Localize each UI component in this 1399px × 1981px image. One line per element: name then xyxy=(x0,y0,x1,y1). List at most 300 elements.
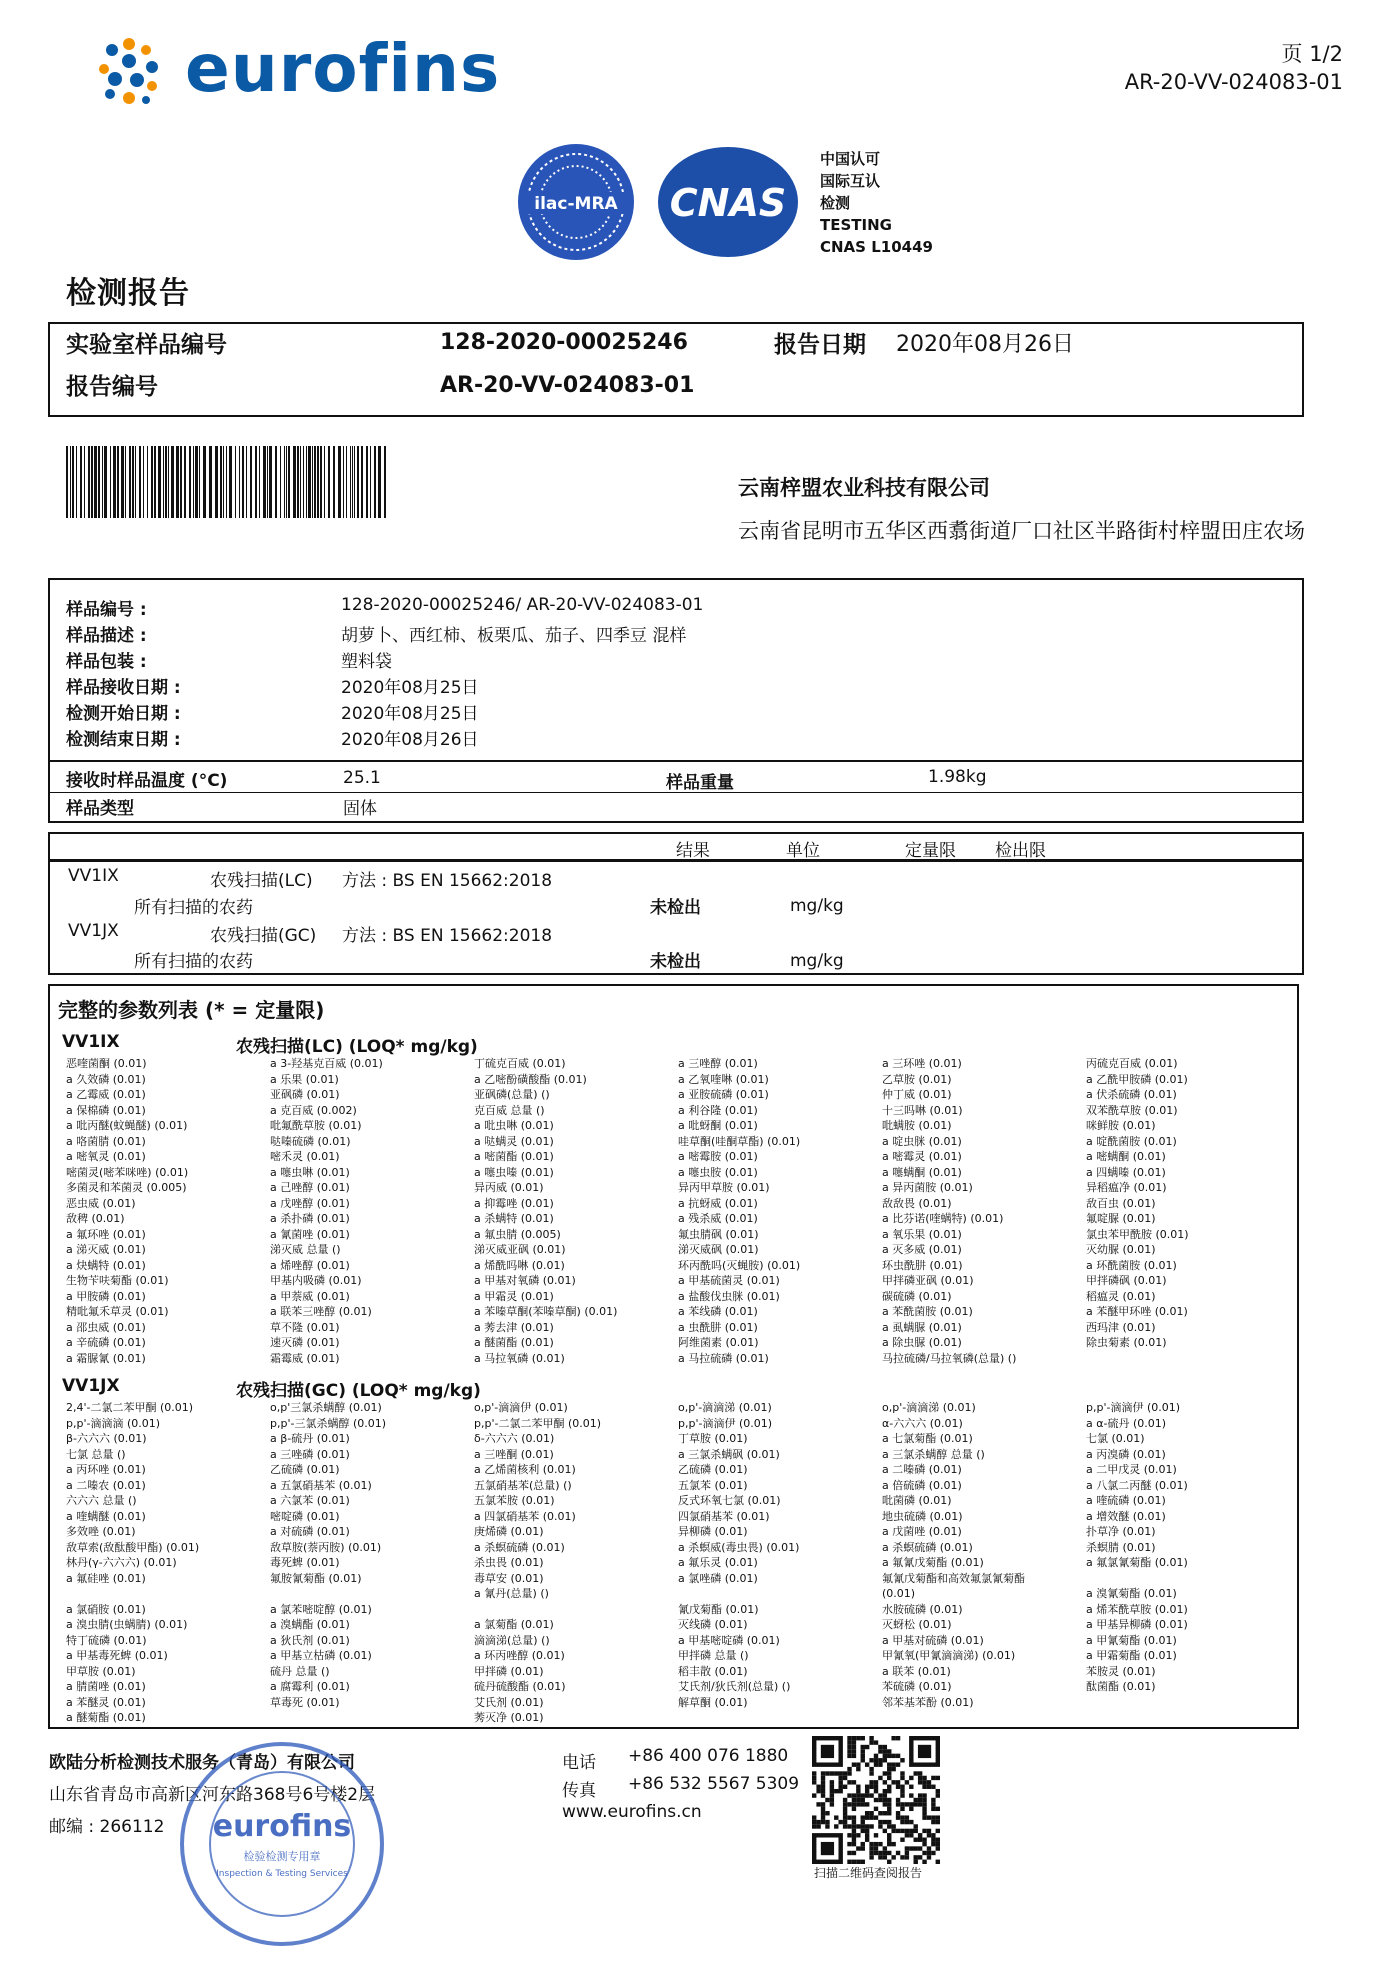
lc-param: a 邵虫威 (0.01) xyxy=(66,1320,146,1334)
gc-param: a 氯菊酯 (0.01) xyxy=(474,1618,554,1631)
gc-param xyxy=(270,1586,474,1602)
cert-line-5: CNAS L10449 xyxy=(820,238,933,256)
gc-param: a 烯苯酰草胺 (0.01) xyxy=(1086,1602,1188,1616)
lc-param: a 嘧霉灵 (0.01) xyxy=(882,1150,962,1163)
report-no: AR-20-VV-024083-01 xyxy=(440,373,695,398)
lc-param: 丙硫克百威 (0.01) xyxy=(1086,1057,1178,1070)
lc-param: 甲基内吸磷 (0.01) xyxy=(270,1274,362,1287)
weight-value: 1.98kg xyxy=(928,767,987,787)
divider xyxy=(48,760,1304,762)
gc-param: p,p'-滴滴伊 (0.01) xyxy=(678,1416,773,1430)
col-lod: 检出限 xyxy=(995,841,1046,861)
gc-param: a 氟乐灵 (0.01) xyxy=(678,1556,758,1569)
test-code-gc: VV1JX xyxy=(68,921,119,941)
lc-param: a 炔螨特 (0.01) xyxy=(66,1258,146,1272)
lc-param: a 醚菌酯 (0.01) xyxy=(474,1336,554,1349)
website-link[interactable]: www.eurofins.cn xyxy=(562,1802,702,1822)
lc-param: a 乙霉威 (0.01) xyxy=(66,1088,146,1101)
lc-param: a 嘧螨酮 (0.01) xyxy=(1086,1150,1166,1163)
lc-param: a 三环唑 (0.01) xyxy=(882,1057,962,1070)
lc-param: a 亚胺硫磷 (0.01) xyxy=(678,1088,769,1101)
test-item-lc: 所有扫描的农药 xyxy=(134,898,253,918)
lc-param: 哒嗪硫磷 (0.01) xyxy=(270,1134,351,1148)
page-info xyxy=(1125,40,1343,96)
gc-param: β-六六六 (0.01) xyxy=(66,1432,147,1445)
lc-param: a 残杀威 (0.01) xyxy=(678,1212,758,1225)
lc-param: 甲拌磷砜 (0.01) xyxy=(1086,1274,1167,1287)
gc-param: 氟氰戊菊酯和高效氟氯氰菊酯 xyxy=(882,1571,1025,1585)
lc-param: 涕灭威亚砜 (0.01) xyxy=(474,1243,566,1256)
gc-param: a 环丙唑醇 (0.01) xyxy=(474,1649,565,1662)
gc-param: a 二嗪农 (0.01) xyxy=(66,1478,146,1492)
gc-param: 甲拌磷 (0.01) xyxy=(474,1664,544,1678)
lc-param: 十三吗啉 (0.01) xyxy=(882,1103,963,1117)
lc-param: a 久效磷 (0.01) xyxy=(66,1072,146,1086)
gc-param: 五氯苯胺 (0.01) xyxy=(474,1494,555,1507)
lc-param: a 霜脲氰 (0.01) xyxy=(66,1351,146,1365)
lc-param: 多菌灵和苯菌灵 (0.005) xyxy=(66,1181,187,1194)
gc-param: 甲拌磷 总量 () xyxy=(678,1649,749,1662)
lc-param: 精吡氟禾草灵 (0.01) xyxy=(66,1305,169,1318)
gc-param xyxy=(678,1586,882,1602)
gc-param: 硫丹 总量 () xyxy=(270,1664,330,1678)
gc-param: a 增效醚 (0.01) xyxy=(1086,1509,1166,1523)
gc-param: a 甲霜菊酯 (0.01) xyxy=(1086,1649,1177,1662)
lc-param: a 哒螨灵 (0.01) xyxy=(474,1134,554,1148)
lc-param: 亚砜磷(总量) () xyxy=(474,1088,550,1101)
gc-param xyxy=(678,1710,882,1726)
lc-param: a 除虫脲 (0.01) xyxy=(882,1336,962,1349)
report-ref: AR-20-VV-024083-01 xyxy=(1124,70,1343,94)
test-name-lc: 农残扫描(LC) xyxy=(210,871,313,891)
gc-param: (0.01) xyxy=(882,1587,916,1600)
gc-param: a 溴虫腈(虫螨腈) (0.01) xyxy=(66,1618,188,1631)
lc-param: 敌敌畏 (0.01) xyxy=(882,1196,952,1210)
lc-param: a 嘧氧灵 (0.01) xyxy=(66,1150,146,1163)
lc-param: 双苯酰草胺 (0.01) xyxy=(1086,1103,1178,1117)
gc-param: 林丹(γ-六六六) (0.01) xyxy=(66,1556,177,1569)
gc-param: 异柳磷 (0.01) xyxy=(678,1525,748,1538)
lc-param: 西玛津 (0.01) xyxy=(1086,1320,1156,1334)
test-end: 2020年08月26日 xyxy=(341,730,479,750)
lc-param: a 噻虫嗪 (0.01) xyxy=(474,1165,554,1179)
lc-param: 丁硫克百威 (0.01) xyxy=(474,1057,566,1070)
gc-param: 邻苯基苯酚 (0.01) xyxy=(882,1695,974,1709)
client-name: 云南梓盟农业科技有限公司 xyxy=(738,476,990,500)
gc-param: a 杀螟威(毒虫畏) (0.01) xyxy=(678,1540,800,1554)
gc-param: 七氯 总量 () xyxy=(66,1447,126,1461)
test-start: 2020年08月25日 xyxy=(341,704,479,724)
lc-param: a 氧乐果 (0.01) xyxy=(882,1227,962,1241)
gc-param: 乙硫磷 (0.01) xyxy=(270,1463,340,1476)
lc-param: a 甲基硫菌灵 (0.01) xyxy=(678,1274,780,1287)
gc-param xyxy=(66,1586,270,1602)
gc-param: 反式环氧七氯 (0.01) xyxy=(678,1494,781,1507)
gc-param: 七氯 (0.01) xyxy=(1086,1432,1145,1445)
gc-param: a 倍硫磷 (0.01) xyxy=(882,1478,962,1492)
lc-param: 灭幼脲 (0.01) xyxy=(1086,1243,1156,1256)
lc-param: 恶喹菌酮 (0.01) xyxy=(66,1057,147,1070)
lc-param: a 烯唑醇 (0.01) xyxy=(270,1258,350,1272)
lc-param: a 噻螨酮 (0.01) xyxy=(882,1165,962,1179)
gc-param: a 丙溴磷 (0.01) xyxy=(1086,1447,1166,1461)
test-name-gc: 农残扫描(GC) xyxy=(210,926,317,946)
lc-param: 乙草胺 (0.01) xyxy=(882,1072,952,1086)
gc-param: a 七氯菊酯 (0.01) xyxy=(882,1432,973,1445)
gc-param: a 甲氰菊酯 (0.01) xyxy=(1086,1633,1177,1647)
lc-param: a 杀扑磷 (0.01) xyxy=(270,1212,350,1225)
gc-param: a 甲基立枯磷 (0.01) xyxy=(270,1649,372,1662)
gc-param: a 腈菌唑 (0.01) xyxy=(66,1680,146,1693)
col-result: 结果 xyxy=(676,841,710,861)
test-result-gc: 未检出 xyxy=(650,952,701,972)
lc-param: 吡氟酰草胺 (0.01) xyxy=(270,1119,362,1132)
lc-param: a 戊唑醇 (0.01) xyxy=(270,1196,350,1210)
report-no-label: 报告编号 xyxy=(66,374,158,400)
lc-param: a 甲胺磷 (0.01) xyxy=(66,1289,146,1303)
gc-param xyxy=(270,1710,474,1726)
lc-param: a 苯线磷 (0.01) xyxy=(678,1305,758,1318)
gc-param: 甲草胺 (0.01) xyxy=(66,1664,136,1678)
lc-param: 碳硫磷 (0.01) xyxy=(882,1289,952,1303)
lc-param: a 辛硫磷 (0.01) xyxy=(66,1336,146,1349)
lc-title: 农残扫描(LC) (LOQ* mg/kg) xyxy=(236,1037,478,1057)
gc-param: 酞菌酯 (0.01) xyxy=(1086,1680,1156,1693)
lc-param: a 甲霜灵 (0.01) xyxy=(474,1289,554,1303)
lc-param: a 四螨嗪 (0.01) xyxy=(1086,1165,1166,1179)
test-end-label: 检测结束日期 : xyxy=(66,730,181,750)
divider xyxy=(48,792,1304,793)
lc-param: 敌百虫 (0.01) xyxy=(1086,1196,1156,1210)
test-start-label: 检测开始日期 : xyxy=(66,704,181,724)
lc-param: a 虫酰肼 (0.01) xyxy=(678,1320,758,1334)
gc-param: 甲氰氧(甲氰滴滴涕) (0.01) xyxy=(882,1649,1016,1662)
sample-desc-label: 样品描述 : xyxy=(66,626,147,646)
gc-param: 敌草索(敌酞酸甲酯) (0.01) xyxy=(66,1540,200,1554)
sample-type-label: 样品类型 xyxy=(66,799,134,819)
lc-param: a 己唑醇 (0.01) xyxy=(270,1181,350,1194)
gc-param xyxy=(1086,1710,1290,1726)
cert-line-1: 中国认可 xyxy=(820,150,881,168)
gc-param: o,p'三氯杀螨醇 (0.01) xyxy=(270,1401,382,1414)
lab-postcode: 邮编 : 266112 xyxy=(49,1817,165,1837)
gc-param: a 戊菌唑 (0.01) xyxy=(882,1525,962,1538)
lc-param: 吡螨胺 (0.01) xyxy=(882,1119,952,1132)
lab-sample-no: 128-2020-00025246 xyxy=(440,330,688,355)
gc-param: a 八氯二丙醚 (0.01) xyxy=(1086,1478,1188,1492)
lab-address: 山东省青岛市高新区河东路368号6号楼2层 xyxy=(49,1785,376,1805)
lc-param: 仲丁威 (0.01) xyxy=(882,1088,952,1101)
lc-param: a 马拉氧磷 (0.01) xyxy=(474,1351,565,1365)
gc-param: a 溴螨酯 (0.01) xyxy=(270,1618,350,1631)
lc-param: 涕灭威 总量 () xyxy=(270,1243,341,1256)
lab-sample-no-label: 实验室样品编号 xyxy=(66,332,227,358)
test-item-gc: 所有扫描的农药 xyxy=(134,952,253,972)
gc-param: 滴滴涕(总量) () xyxy=(474,1633,550,1647)
lc-param: a 吡虫啉 (0.01) xyxy=(474,1119,554,1132)
report-date: 2020年08月26日 xyxy=(896,332,1074,357)
fax-label: 传真 xyxy=(562,1781,596,1801)
phone: +86 400 076 1880 xyxy=(628,1746,789,1766)
lc-param: a 乙氧喹啉 (0.01) xyxy=(678,1072,769,1086)
gc-param: o,p'-滴滴伊 (0.01) xyxy=(474,1401,568,1414)
gc-param: α-六六六 (0.01) xyxy=(882,1416,963,1430)
gc-param: 乙硫磷 (0.01) xyxy=(678,1463,748,1476)
lc-param: a 苯醚甲环唑 (0.01) xyxy=(1086,1305,1188,1318)
parameter-list-title: 完整的参数列表 (* = 定量限) xyxy=(58,998,325,1022)
lc-param: a 氰菌唑 (0.01) xyxy=(270,1227,350,1241)
gc-param: 敌草胺(萘丙胺) (0.01) xyxy=(270,1540,382,1554)
gc-param: a 六氯苯 (0.01) xyxy=(270,1494,350,1507)
lc-param: 敌稗 (0.01) xyxy=(66,1212,125,1225)
gc-param: a 喹硫磷 (0.01) xyxy=(1086,1494,1166,1507)
gc-param: p,p'-三氯杀螨醇 (0.01) xyxy=(270,1416,387,1430)
gc-param: 氰戊菊酯 (0.01) xyxy=(678,1602,759,1616)
gc-param xyxy=(882,1710,1086,1726)
gc-param: a 三氯杀螨砜 (0.01) xyxy=(678,1447,780,1461)
test-unit-lc: mg/kg xyxy=(790,896,844,916)
gc-param: a 狄氏剂 (0.01) xyxy=(270,1633,350,1647)
lc-param: a 异丙菌胺 (0.01) xyxy=(882,1181,973,1194)
lc-param: 霜霉威 (0.01) xyxy=(270,1351,340,1365)
cert-line-4: TESTING xyxy=(820,216,892,234)
stamp-brand: eurofins xyxy=(212,1809,352,1844)
test-method-lc: 方法 : BS EN 15662:2018 xyxy=(342,871,553,891)
lc-param: 氯虫苯甲酰胺 (0.01) xyxy=(1086,1227,1189,1241)
client-address: 云南省昆明市五华区西翥街道厂口社区半路街村梓盟田庄农场 xyxy=(738,519,1305,543)
lc-param: a 啶虫脒 (0.01) xyxy=(882,1134,962,1148)
lc-param: a 氟虫腈 (0.005) xyxy=(474,1227,561,1241)
lc-param: a 马拉硫磷 (0.01) xyxy=(678,1351,769,1365)
lc-param: a 伏杀硫磷 (0.01) xyxy=(1086,1088,1177,1101)
gc-param: 灭蚜松 (0.01) xyxy=(882,1618,952,1631)
gc-param: 水胺硫磷 (0.01) xyxy=(882,1602,963,1616)
lc-param: 环虫酰肼 (0.01) xyxy=(882,1258,963,1272)
gc-param: a 氟硅唑 (0.01) xyxy=(66,1571,146,1585)
gc-param: a 甲基异柳磷 (0.01) xyxy=(1086,1618,1188,1631)
lc-param: a 3-羟基克百威 (0.01) xyxy=(270,1057,383,1070)
lc-param: 咪鲜胺 (0.01) xyxy=(1086,1119,1156,1132)
test-unit-gc: mg/kg xyxy=(790,951,844,971)
gc-param: a 氯苯嘧啶醇 (0.01) xyxy=(270,1602,372,1616)
gc-param: a 氯唑磷 (0.01) xyxy=(678,1571,758,1585)
sample-received: 2020年08月25日 xyxy=(341,678,479,698)
gc-param xyxy=(1086,1695,1290,1711)
lc-param: a 噻虫胺 (0.01) xyxy=(678,1165,758,1179)
report-title: 检测报告 xyxy=(66,276,190,311)
lc-param: 恶虫威 (0.01) xyxy=(66,1196,136,1210)
lc-param: a 苯嗪草酮(苯嗪草酮) (0.01) xyxy=(474,1305,618,1318)
weight-label: 样品重量 xyxy=(666,773,734,793)
gc-parameter-grid xyxy=(66,1400,1290,1726)
gc-param: 六六六 总量 () xyxy=(66,1494,137,1507)
lc-param: 克百威 总量 () xyxy=(474,1103,545,1117)
qr-caption: 扫描二维码查阅报告 xyxy=(814,1866,923,1880)
gc-param: o,p'-滴滴涕 (0.01) xyxy=(678,1401,772,1414)
gc-param: p,p'-滴滴伊 (0.01) xyxy=(1086,1401,1181,1414)
lc-param: 生物苄呋菊酯 (0.01) xyxy=(66,1274,169,1287)
fax: +86 532 5567 5309 xyxy=(628,1774,800,1794)
lc-param: 甲拌磷亚砜 (0.01) xyxy=(882,1274,974,1287)
gc-param: 艾氏剂/狄氏剂(总量) () xyxy=(678,1680,791,1693)
gc-param: a 对硫磷 (0.01) xyxy=(270,1525,350,1538)
test-code-lc: VV1IX xyxy=(68,866,119,886)
gc-param: a β-硫丹 (0.01) xyxy=(270,1432,350,1445)
lc-param: a 吡蚜酮 (0.01) xyxy=(678,1119,758,1132)
lc-param: a 氟环唑 (0.01) xyxy=(66,1227,146,1241)
lc-param: 除虫菊素 (0.01) xyxy=(1086,1336,1167,1349)
gc-param: 多效唑 (0.01) xyxy=(66,1525,136,1538)
lc-param: a 杀螨特 (0.01) xyxy=(474,1212,554,1225)
gc-param: 毒死蜱 (0.01) xyxy=(270,1556,340,1569)
stamp-line-2: Inspection & Testing Services xyxy=(216,1869,348,1879)
gc-param: 氟胺氰菊酯 (0.01) xyxy=(270,1571,362,1585)
gc-param: 丁草胺 (0.01) xyxy=(678,1432,748,1445)
lc-param: 涕灭威砜 (0.01) xyxy=(678,1243,759,1256)
gc-param: 吡菌磷 (0.01) xyxy=(882,1494,952,1507)
qr-code[interactable] xyxy=(812,1736,940,1864)
gc-param: a 氟氯氰菊酯 (0.01) xyxy=(1086,1556,1188,1569)
sample-pack-label: 样品包装 : xyxy=(66,652,147,672)
gc-param: 特丁硫磷 (0.01) xyxy=(66,1633,147,1647)
gc-title: 农残扫描(GC) (LOQ* mg/kg) xyxy=(236,1381,481,1401)
sample-no-label: 样品编号 : xyxy=(66,600,147,620)
gc-param: a 五氯硝基苯 (0.01) xyxy=(270,1478,372,1492)
lc-param: a 甲基对氧磷 (0.01) xyxy=(474,1274,576,1287)
gc-param: a 二嗪磷 (0.01) xyxy=(882,1463,962,1476)
temp-label: 接收时样品温度 (°C) xyxy=(66,771,228,791)
sample-rows xyxy=(66,595,703,751)
lc-param: a 苯酰菌胺 (0.01) xyxy=(882,1305,973,1318)
lc-param: a 抗蚜威 (0.01) xyxy=(678,1196,758,1210)
lc-param: a 吡丙醚(蚊蝇醚) (0.01) xyxy=(66,1119,188,1132)
gc-param: 五氯硝基苯(总量) () xyxy=(474,1478,572,1492)
lc-param: 异丙甲草胺 (0.01) xyxy=(678,1181,770,1194)
lc-param: a 利谷隆 (0.01) xyxy=(678,1103,758,1117)
sample-type: 固体 xyxy=(343,799,377,819)
gc-param: a 甲基对硫磷 (0.01) xyxy=(882,1633,984,1647)
gc-param: a 三唑酮 (0.01) xyxy=(474,1447,554,1461)
page-number: 页 1/2 xyxy=(1281,42,1343,66)
lc-param: a 环酰菌胺 (0.01) xyxy=(1086,1258,1177,1272)
lc-param: a 噻虫啉 (0.01) xyxy=(270,1165,350,1179)
cnas-label: CNAS xyxy=(669,181,787,225)
sample-received-label: 样品接收日期 : xyxy=(66,678,181,698)
lc-param xyxy=(1086,1351,1290,1367)
gc-param: o,p'-滴滴涕 (0.01) xyxy=(882,1401,976,1414)
gc-param xyxy=(1086,1571,1290,1587)
gc-param: a 氟氰戊菊酯 (0.01) xyxy=(882,1556,984,1569)
lc-code: VV1IX xyxy=(62,1032,120,1052)
lc-param: a 烯酰吗啉 (0.01) xyxy=(474,1258,565,1272)
lc-param: a 乙酰甲胺磷 (0.01) xyxy=(1086,1072,1188,1086)
lc-param: a 盐酸伐虫脒 (0.01) xyxy=(678,1289,780,1303)
gc-param: 杀螟腈 (0.01) xyxy=(1086,1540,1156,1554)
lc-param: a 联苯三唑醇 (0.01) xyxy=(270,1305,372,1318)
lc-param: 草不隆 (0.01) xyxy=(270,1320,340,1334)
lc-param: a 保棉磷 (0.01) xyxy=(66,1103,146,1117)
lc-param: a 甲萘威 (0.01) xyxy=(270,1289,350,1303)
gc-param: a 醚菊酯 (0.01) xyxy=(66,1711,146,1724)
gc-param: 艾氏剂 (0.01) xyxy=(474,1695,544,1709)
cert-line-3: 检测 xyxy=(820,194,851,212)
lc-parameter-grid xyxy=(66,1056,1290,1366)
gc-param: 庚烯磷 (0.01) xyxy=(474,1525,544,1538)
gc-param: 杀虫畏 (0.01) xyxy=(474,1556,544,1569)
gc-param: 地虫硫磷 (0.01) xyxy=(882,1509,963,1523)
sample-no: 128-2020-00025246/ AR-20-VV-024083-01 xyxy=(341,595,704,615)
gc-param: a 溴氰菊酯 (0.01) xyxy=(1086,1587,1177,1600)
lc-param: a 嘧霉胺 (0.01) xyxy=(678,1150,758,1163)
gc-param: 五氯苯 (0.01) xyxy=(678,1478,748,1492)
gc-param: p,p'-二氯二苯甲酮 (0.01) xyxy=(474,1416,602,1430)
gc-param: δ-六六六 (0.01) xyxy=(474,1432,555,1445)
gc-param: 稻丰散 (0.01) xyxy=(678,1664,748,1678)
gc-param: a 三氯杀螨醇 总量 () xyxy=(882,1447,985,1461)
gc-param: a 杀螟硫磷 (0.01) xyxy=(882,1540,973,1554)
barcode xyxy=(66,446,390,518)
report-date-label: 报告日期 xyxy=(774,332,866,358)
gc-param: a 甲基嘧啶磷 (0.01) xyxy=(678,1633,780,1647)
official-stamp xyxy=(176,1738,388,1950)
lc-param: 氟虫腈砜 (0.01) xyxy=(678,1227,759,1241)
lc-param: 嘧菌灵(嘧苯咪唑) (0.01) xyxy=(66,1165,189,1179)
lc-param: 哇草酮(哇酮草酯) (0.01) xyxy=(678,1134,801,1148)
gc-param: 解草酮 (0.01) xyxy=(678,1695,748,1709)
gc-param: a 甲基毒死蜱 (0.01) xyxy=(66,1649,168,1662)
test-result-lc: 未检出 xyxy=(650,898,701,918)
gc-param: a 苯醚灵 (0.01) xyxy=(66,1695,146,1709)
sample-desc: 胡萝卜、西红柿、板栗瓜、茄子、四季豆 混样 xyxy=(341,626,687,646)
gc-code: VV1JX xyxy=(62,1376,120,1396)
gc-param: a α-硫丹 (0.01) xyxy=(1086,1416,1167,1430)
lab-company-name: 欧陆分析检测技术服务（青岛）有限公司 xyxy=(49,1753,355,1773)
gc-param: a 腐霉利 (0.01) xyxy=(270,1680,350,1693)
lc-param: 速灭磷 (0.01) xyxy=(270,1336,340,1349)
lc-param: a 乙嘧酚磺酸酯 (0.01) xyxy=(474,1072,587,1086)
brand-name: eurofins xyxy=(185,30,501,107)
cert-line-2: 国际互认 xyxy=(820,172,881,190)
phone-label: 电话 xyxy=(562,1753,596,1773)
gc-param: a 氯硝胺 (0.01) xyxy=(66,1602,146,1616)
gc-param: a 喹螨醚 (0.01) xyxy=(66,1509,146,1523)
lc-param: a 涕灭威 (0.01) xyxy=(66,1243,146,1256)
lc-param: a 比芬诺(喹螨特) (0.01) xyxy=(882,1212,1004,1225)
eurofins-logo-mark xyxy=(92,34,167,109)
gc-param: 四氯硝基苯 (0.01) xyxy=(678,1509,770,1523)
lc-param: 马拉硫磷/马拉氧磷(总量) () xyxy=(882,1351,1017,1365)
gc-param: a 三唑磷 (0.01) xyxy=(270,1447,350,1461)
gc-param: 2,4'-二氯二苯甲酮 (0.01) xyxy=(66,1401,194,1414)
col-unit: 单位 xyxy=(786,841,820,861)
test-method-gc: 方法 : BS EN 15662:2018 xyxy=(342,926,553,946)
lc-param: 异丙威 (0.01) xyxy=(474,1181,544,1194)
lc-param: a 咯菌腈 (0.01) xyxy=(66,1134,146,1148)
lc-param: 氟啶脲 (0.01) xyxy=(1086,1212,1156,1225)
gc-param: a 杀螟硫磷 (0.01) xyxy=(474,1540,565,1554)
lc-param: 异稻瘟净 (0.01) xyxy=(1086,1181,1167,1194)
gc-param: a 联苯 (0.01) xyxy=(882,1664,951,1678)
lc-param: 嘧禾灵 (0.01) xyxy=(270,1150,340,1163)
gc-param: 灭线磷 (0.01) xyxy=(678,1618,748,1631)
gc-param xyxy=(474,1602,678,1618)
lc-param: a 嘧菌酯 (0.01) xyxy=(474,1150,554,1163)
lc-param: a 三唑醇 (0.01) xyxy=(678,1057,758,1070)
ilac-label: ilac-MRA xyxy=(534,194,618,214)
gc-param: 苯胺灵 (0.01) xyxy=(1086,1664,1156,1678)
temp-value: 25.1 xyxy=(343,768,381,788)
lc-param: a 乐果 (0.01) xyxy=(270,1072,339,1086)
